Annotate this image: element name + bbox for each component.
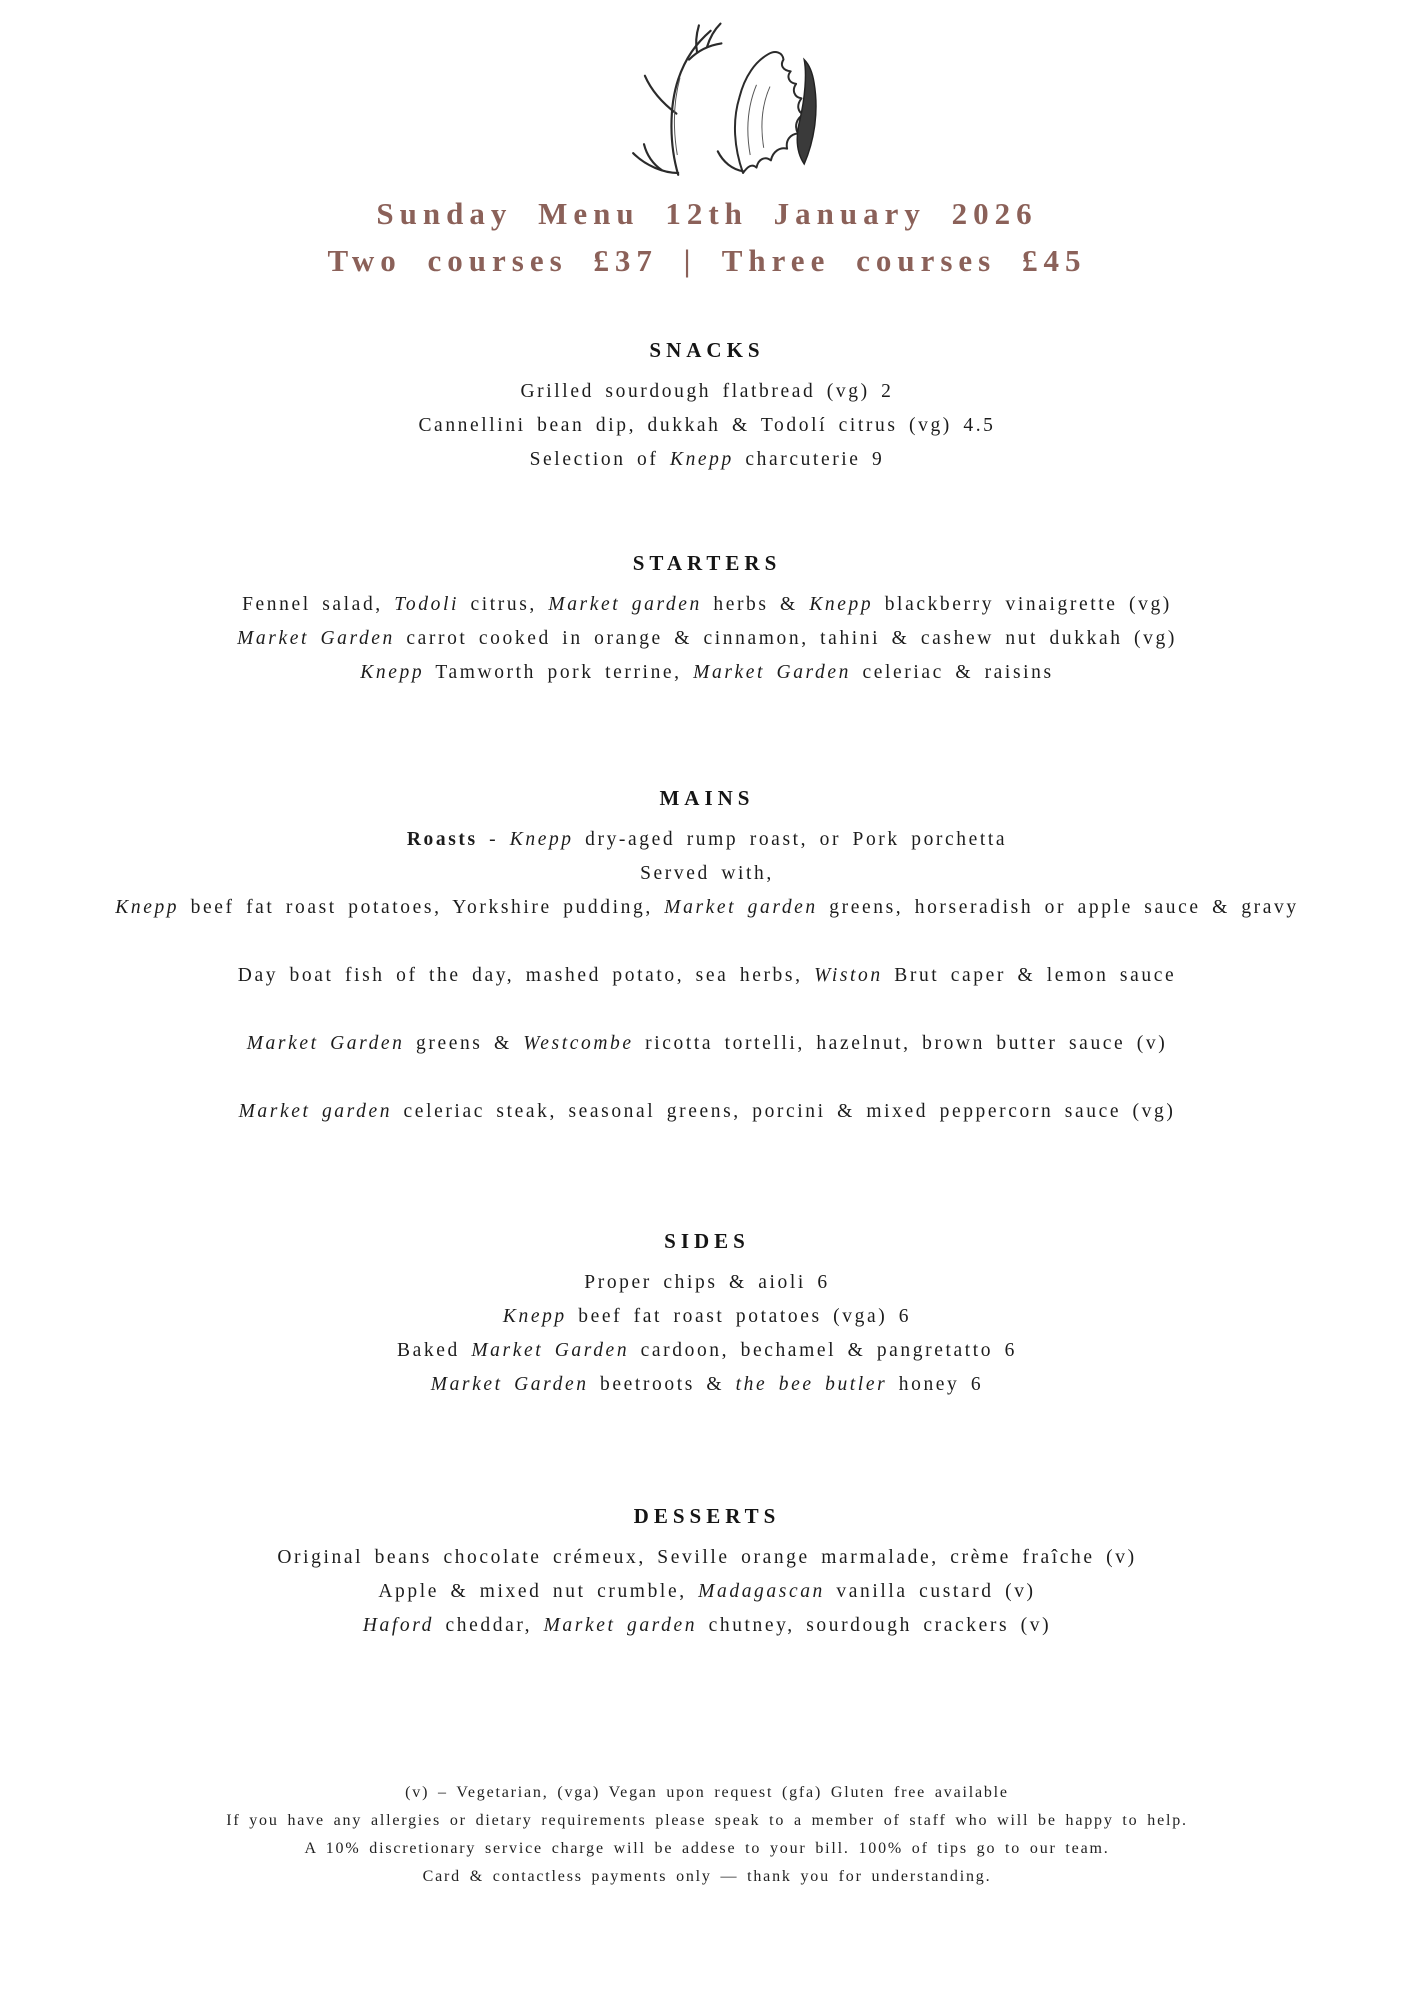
menu-item bbox=[40, 1300, 1374, 1334]
section-heading-mains: MAINS bbox=[659, 785, 755, 810]
menu-item-text: carrot cooked in orange & cinnamon, tahini & cashew nut dukkah (vg) bbox=[394, 627, 1177, 649]
menu-item-brand-text: Market Garden bbox=[246, 1032, 405, 1054]
menu-item-text: Apple & mixed nut crumble, bbox=[378, 1580, 699, 1602]
menu-item bbox=[40, 857, 1374, 891]
menu-item bbox=[40, 1334, 1374, 1368]
menu-item-text: celeriac steak, seasonal greens, porcini & mixed peppercorn sauce (vg) bbox=[392, 1100, 1176, 1122]
menu-item-brand-text: Knepp bbox=[669, 448, 734, 470]
menu-item-text: beef fat roast potatoes (vga) 6 bbox=[566, 1305, 912, 1327]
menu-item-brand-text: Madagascan bbox=[698, 1580, 825, 1602]
menu-item-brand-text: Todoli bbox=[394, 593, 459, 615]
menu-item-text: greens & bbox=[404, 1032, 524, 1054]
menu-item bbox=[40, 1266, 1374, 1300]
menu-item-text: celeriac & raisins bbox=[850, 661, 1054, 683]
menu-item bbox=[40, 1095, 1374, 1129]
menu-item-brand-text: Haford bbox=[362, 1614, 435, 1636]
menu-item-brand-text: Market garden bbox=[543, 1614, 698, 1636]
menu-section-starters bbox=[40, 551, 1374, 690]
menu-item-brand-text: Market garden bbox=[664, 896, 818, 918]
menu-title: Sunday Menu 12th January 2026 bbox=[376, 196, 1038, 231]
menu-item-text: dry-aged rump roast, or Pork porchetta bbox=[573, 828, 1008, 850]
menu-item-text: Fennel salad, bbox=[242, 593, 395, 615]
menu-item-text: Cannellini bean dip, dukkah & Todolí citrus (vg) 4.5 bbox=[418, 414, 996, 436]
section-heading-desserts: DESSERTS bbox=[633, 1503, 781, 1528]
menu-item-brand-text: the bee butler bbox=[735, 1373, 888, 1395]
menu-item bbox=[40, 1541, 1374, 1575]
menu-item-text: beetroots & bbox=[588, 1373, 736, 1395]
menu-item-text: Served with, bbox=[640, 862, 774, 884]
footer-notes bbox=[40, 1779, 1374, 1891]
menu-item-text: chutney, sourdough crackers (v) bbox=[697, 1614, 1052, 1636]
menu-item-brand-text: Market Garden bbox=[237, 627, 395, 649]
menu-item-text: blackberry vinaigrette (vg) bbox=[873, 593, 1172, 615]
menu-item-text: Original beans chocolate crémeux, Seville orange marmalade, crème fraîche (v) bbox=[277, 1546, 1137, 1568]
footer-note: (v) – Vegetarian, (vga) Vegan upon request (gfa) Gluten free available bbox=[405, 1783, 1009, 1801]
menu-item-text: Brut caper & lemon sauce bbox=[882, 964, 1177, 986]
menu-item bbox=[40, 959, 1374, 993]
menu-item bbox=[40, 656, 1374, 690]
menu-item-brand-text: Knepp bbox=[115, 896, 180, 918]
menu-item bbox=[40, 622, 1374, 656]
menu-item-brand-text: Knepp bbox=[509, 828, 574, 850]
palmate-antler-icon bbox=[718, 52, 804, 173]
menu-item-text: cardoon, bechamel & pangretatto 6 bbox=[629, 1339, 1017, 1361]
footer-note: Card & contactless payments only — thank you for understanding. bbox=[422, 1867, 992, 1885]
menu-item bbox=[40, 823, 1374, 857]
menu-item-text: charcuterie 9 bbox=[733, 448, 885, 470]
menu-item-text: Baked bbox=[397, 1339, 472, 1361]
menu-item-text: Tamworth pork terrine, bbox=[424, 661, 694, 683]
menu-item-text: beef fat roast potatoes, Yorkshire pudding, bbox=[179, 896, 665, 918]
antler-illustration-icon bbox=[577, 20, 837, 182]
section-heading-starters: STARTERS bbox=[632, 550, 782, 575]
menu-item bbox=[40, 1575, 1374, 1609]
menu-item-text: honey 6 bbox=[887, 1373, 984, 1395]
menu-item-text: citrus, bbox=[459, 593, 549, 615]
menu-section-mains bbox=[40, 786, 1374, 1129]
stag-antler-icon bbox=[633, 24, 721, 175]
menu-item-brand-text: Westcombe bbox=[523, 1032, 634, 1054]
menu-item-text: herbs & bbox=[701, 593, 810, 615]
menu-item-brand-text: Market Garden bbox=[471, 1339, 630, 1361]
menu-item bbox=[40, 375, 1374, 409]
menu-item-text: vanilla custard (v) bbox=[824, 1580, 1036, 1602]
menu-item-brand-text: Market garden bbox=[238, 1100, 393, 1122]
menu-item-text: ricotta tortelli, hazelnut, brown butter sauce (v) bbox=[633, 1032, 1168, 1054]
menu-section-snacks bbox=[40, 338, 1374, 477]
menu-item bbox=[40, 891, 1374, 925]
menu-item-brand-text: Market Garden bbox=[693, 661, 851, 683]
menu-item bbox=[40, 409, 1374, 443]
menu-item bbox=[40, 443, 1374, 477]
menu-item-text: Selection of bbox=[529, 448, 670, 470]
menu-item-text: greens, horseradish or apple sauce & gravy bbox=[817, 896, 1299, 918]
section-heading-sides: SIDES bbox=[664, 1228, 750, 1253]
menu-section-desserts bbox=[40, 1504, 1374, 1643]
section-heading-snacks: SNACKS bbox=[649, 337, 765, 362]
footer-note: A 10% discretionary service charge will be addese to your bill. 100% of tips go to our team. bbox=[304, 1839, 1110, 1857]
menu-item bbox=[40, 588, 1374, 622]
menu-item bbox=[40, 1368, 1374, 1402]
menu-item-text: Day boat fish of the day, mashed potato, sea herbs, bbox=[237, 964, 815, 986]
menu-pricing: Two courses £37 | Three courses £45 bbox=[327, 242, 1087, 278]
menu-item-brand-text: Market garden bbox=[548, 593, 702, 615]
menu-item-text: cheddar, bbox=[434, 1614, 544, 1636]
footer-note: If you have any allergies or dietary requirements please speak to a member of staff who will be happy to help. bbox=[226, 1811, 1188, 1829]
menu-sections bbox=[40, 338, 1374, 1643]
menu-item-brand-text: Knepp bbox=[502, 1305, 567, 1327]
menu-item-text: Grilled sourdough flatbread (vg) 2 bbox=[520, 380, 894, 402]
menu-item-text: Proper chips & aioli 6 bbox=[584, 1271, 830, 1293]
menu-item-brand-text: Knepp bbox=[809, 593, 874, 615]
menu-item-brand-text: Wiston bbox=[814, 964, 883, 986]
menu-section-sides bbox=[40, 1229, 1374, 1402]
menu-item-text: Roasts bbox=[406, 828, 478, 850]
menu-item-text: - bbox=[477, 828, 510, 850]
menu-item-brand-text: Knepp bbox=[360, 661, 425, 683]
menu-item bbox=[40, 1609, 1374, 1643]
menu-item bbox=[40, 1027, 1374, 1061]
menu-item-brand-text: Market Garden bbox=[430, 1373, 589, 1395]
